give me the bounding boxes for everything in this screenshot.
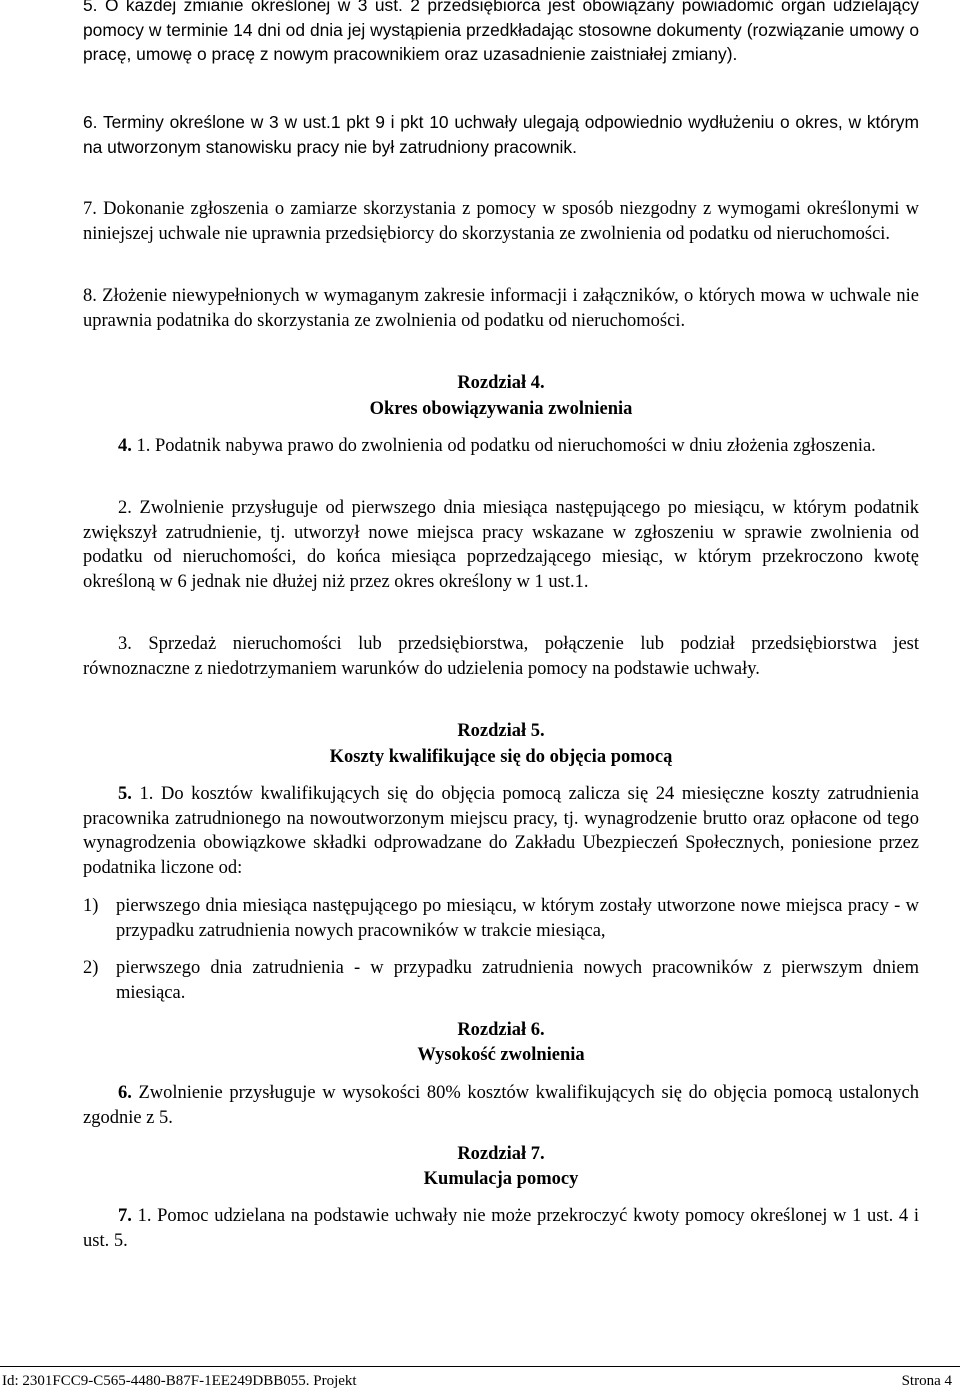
paragraph-3-8: 8. Złożenie niewypełnionych w wymaganym zakresie informacji i załączników, o których mowa w uchwale nie uprawnia podatnika do skorzystania ze zwolnienia od podatku od nieruchomości.	[83, 286, 919, 331]
paragraph-3-5: 5. O każdej zmianie określonej w 3 ust. 2 przedsiębiorca jest obowiązany powiadomić organ udzielający pomocy w terminie 14 dni od dnia jej wystąpienia przedkładając stosowne dokumenty (rozwiązanie umowy o pracę, umowę o pracę z nowym pracownikiem oraz uzasadnienie zaistniałej zmiany).	[83, 0, 919, 65]
paragraph-4-number: 4.	[118, 436, 132, 456]
paragraph-3-7: 7. Dokonanie zgłoszenia o zamiarze skorzystania z pomocy w sposób niezgodny z wymogami określonymi w niniejszej uchwale nie uprawnia przedsiębiorcy do skorzystania ze zwolnienia od podatku od nieruchomości.	[83, 199, 919, 244]
list-item-text: pierwszego dnia miesiąca następującego po miesiącu, w którym zostały utworzone nowe miejsca pracy - w przypadku zatrudnienia nowych pracowników w trakcie miesiąca,	[116, 896, 919, 941]
chapter-4-title: Rozdział 4.	[457, 373, 545, 393]
paragraph-3-6: 6. Terminy określone w 3 w ust.1 pkt 9 i pkt 10 uchwały ulegają odpowiednio wydłużeniu o okres, w którym na utworzonym stanowisku pracy nie był zatrudniony pracownik.	[83, 112, 919, 157]
list-item-text: pierwszego dnia zatrudnienia - w przypadku zatrudnienia nowych pracowników z pierwszym dniem miesiąca.	[116, 958, 919, 1003]
paragraph-6-text: Zwolnienie przysługuje w wysokości 80% kosztów kwalifikujących się do objęcia pomocą ustalonych zgodnie z 5.	[83, 1083, 920, 1128]
chapter-4-subtitle: Okres obowiązywania zwolnienia	[369, 399, 633, 419]
chapter-6-subtitle: Wysokość zwolnienia	[417, 1045, 585, 1065]
footer-divider	[0, 1366, 960, 1367]
paragraph-5-1-text: 1. Do kosztów kwalifikujących się do objęcia pomocą zalicza się 24 miesięczne koszty zatrudnienia pracownika zatrudnionego na nowoutworzonym miejscu pracy, tj. wynagrodzenie brutto oraz opłacone od tego wynagrodzenia obowiązkowe składki odprowadzane do Zakładu Ubezpieczeń Społecznych, poniesione przez podatnika liczone od:	[83, 784, 919, 878]
document-id: Id: 2301FCC9-C565-4480-B87F-1EE249DBB055. Projekt	[2, 1373, 357, 1389]
paragraph-6-number: 6.	[118, 1083, 132, 1103]
chapter-7-title: Rozdział 7.	[457, 1144, 545, 1164]
list-item	[83, 894, 919, 943]
list-item-number: 1)	[83, 896, 99, 916]
paragraph-5-number: 5.	[118, 784, 132, 804]
paragraph-5-1	[83, 782, 919, 880]
paragraph-4-1-text: 1. Podatnik nabywa prawo do zwolnienia od podatku od nieruchomości w dniu złożenia zgłoszenia.	[136, 436, 876, 456]
paragraph-6	[83, 1081, 919, 1130]
paragraph-7-number: 7.	[118, 1206, 132, 1226]
chapter-5-subtitle: Koszty kwalifikujące się do objęcia pomocą	[329, 747, 673, 767]
chapter-7-subtitle: Kumulacja pomocy	[423, 1169, 579, 1189]
list-item	[83, 956, 919, 1005]
chapter-5-title: Rozdział 5.	[457, 721, 545, 741]
paragraph-4-1	[83, 434, 919, 459]
paragraph-7-1-text: 1. Pomoc udzielana na podstawie uchwały nie może przekroczyć kwoty pomocy określonej w 1 ust. 4 i ust. 5.	[83, 1206, 920, 1251]
paragraph-4-3: 3. Sprzedaż nieruchomości lub przedsiębiorstwa, połączenie lub podział przedsiębiorstwa jest równoznaczne z niedotrzymaniem warunków do udzielenia pomocy na podstawie uchwały.	[83, 634, 919, 679]
chapter-6-title: Rozdział 6.	[457, 1020, 545, 1040]
paragraph-4-2: 2. Zwolnienie przysługuje od pierwszego dnia miesiąca następującego po miesiącu, w którym podatnik zwiększył zatrudnienie, tj. utworzył nowe miejsca pracy wskazane w zgłoszeniu w sprawie zwolnienia od podatku od nieruchomości, do końca miesiąca poprzedzającego miesiąc, w którym przekroczono kwotę określoną w 6 jednak nie dłużej niż przez okres określony w 1 ust.1.	[83, 498, 919, 592]
list-item-number: 2)	[83, 958, 99, 978]
paragraph-7	[83, 1204, 919, 1253]
page-number: Strona 4	[901, 1373, 952, 1389]
